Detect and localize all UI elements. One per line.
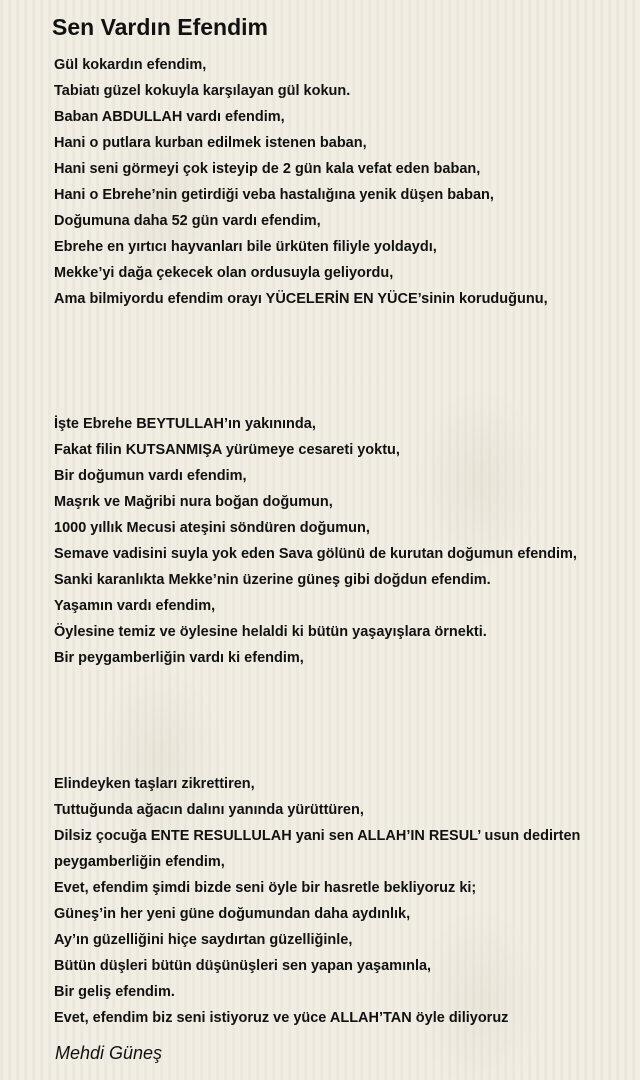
stanza-1 bbox=[54, 52, 640, 312]
poem-line: peygamberliğin efendim, bbox=[54, 854, 225, 870]
poem-line: Öylesine temiz ve öylesine helaldi ki bütün yaşayışlara örnekti. bbox=[54, 624, 487, 640]
poem-line: Semave vadisini suyla yok eden Sava gölünü de kurutan doğumun efendim, bbox=[54, 546, 577, 562]
poem-line: Bir doğumun vardı efendim, bbox=[54, 468, 247, 484]
poem-line: Ay’ın güzelliğini hiçe saydırtan güzelliğinle, bbox=[54, 932, 353, 948]
poem-line: Tuttuğunda ağacın dalını yanında yürüttüren, bbox=[54, 802, 364, 818]
poem-line: İşte Ebrehe BEYTULLAH’ın yakınında, bbox=[54, 416, 316, 432]
poem-title: Sen Vardın Efendim bbox=[52, 14, 268, 40]
poem-line: Sanki karanlıkta Mekke’nin üzerine güneş gibi doğdun efendim. bbox=[54, 572, 491, 588]
poem-line: Bir peygamberliğin vardı ki efendim, bbox=[54, 650, 304, 666]
poem-line: Ama bilmiyordu efendim orayı YÜCELERİN EN YÜCE’sinin koruduğunu, bbox=[54, 291, 548, 307]
stanza-2 bbox=[54, 411, 640, 671]
poem-line: Fakat filin KUTSANMIŞA yürümeye cesareti yoktu, bbox=[54, 442, 400, 458]
poem-line: Hani seni görmeyi çok isteyip de 2 gün kala vefat eden baban, bbox=[54, 161, 481, 177]
poem-author: Mehdi Güneş bbox=[55, 1043, 163, 1063]
poem-line: Dilsiz çocuğa ENTE RESULLULAH yani sen ALLAH’IN RESUL’ usun dedirten bbox=[54, 828, 581, 844]
poem-line: Yaşamın vardı efendim, bbox=[54, 598, 216, 614]
poem-line: Bir geliş efendim. bbox=[54, 984, 175, 1000]
poem-line: Ebrehe en yırtıcı hayvanları bile ürküten filiyle yoldaydı, bbox=[54, 239, 437, 255]
poem-line: Hani o putlara kurban edilmek istenen baban, bbox=[54, 135, 367, 151]
poem-line: Evet, efendim biz seni istiyoruz ve yüce ALLAH’TAN öyle diliyoruz bbox=[54, 1010, 509, 1026]
stanza-3 bbox=[54, 771, 640, 1031]
poem-line: Evet, efendim şimdi bizde seni öyle bir hasretle bekliyoruz ki; bbox=[54, 880, 477, 896]
poem-line: Gül kokardın efendim, bbox=[54, 57, 207, 73]
poem-line: Baban ABDULLAH vardı efendim, bbox=[54, 109, 285, 125]
poem-line: 1000 yıllık Mecusi ateşini söndüren doğumun, bbox=[54, 520, 370, 536]
poem-line: Doğumuna daha 52 gün vardı efendim, bbox=[54, 213, 321, 229]
poem-line: Mekke’yi dağa çekecek olan ordusuyla geliyordu, bbox=[54, 265, 394, 281]
poem-line: Bütün düşleri bütün düşünüşleri sen yapan yaşamınla, bbox=[54, 958, 432, 974]
poem-line: Maşrık ve Mağribi nura boğan doğumun, bbox=[54, 494, 333, 510]
poem-line: Elindeyken taşları zikrettiren, bbox=[54, 776, 255, 792]
poem-line: Güneş’in her yeni güne doğumundan daha aydınlık, bbox=[54, 906, 411, 922]
poem-line: Hani o Ebrehe’nin getirdiği veba hastalığına yenik düşen baban, bbox=[54, 187, 494, 203]
poem-line: Tabiatı güzel kokuyla karşılayan gül kokun. bbox=[54, 83, 351, 99]
